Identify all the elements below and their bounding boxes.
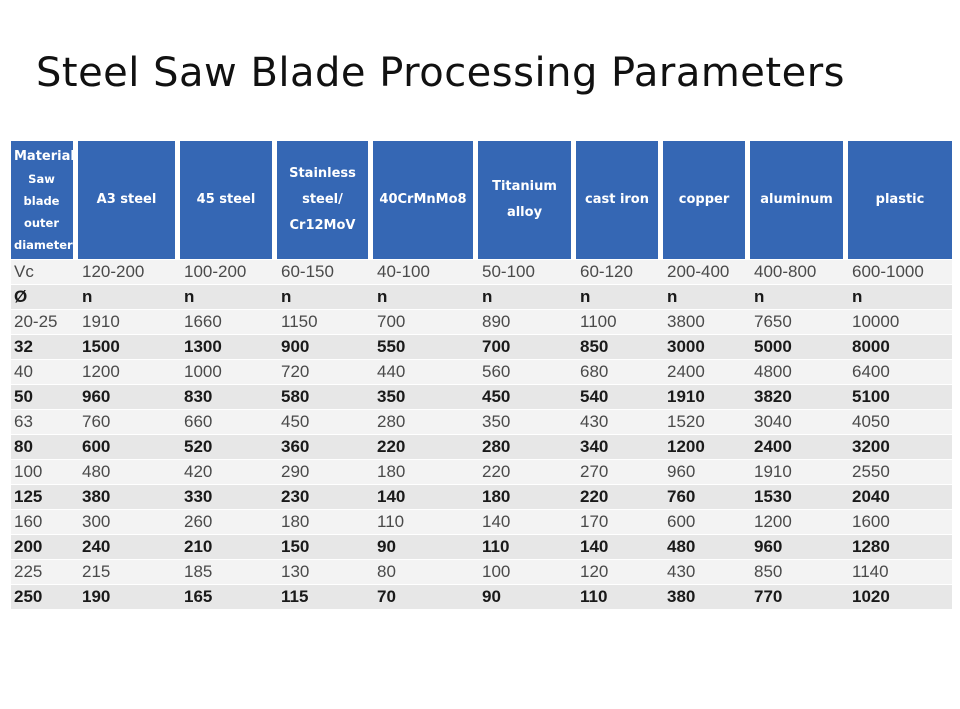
table-cell: 3000: [663, 334, 750, 359]
table-row: [11, 584, 952, 609]
row-label-cell: 160: [11, 509, 78, 534]
table-cell: 2550: [848, 459, 952, 484]
table-cell: 330: [180, 484, 277, 509]
table-cell: 1910: [78, 309, 180, 334]
table-row: [11, 409, 952, 434]
table-cell: 680: [576, 359, 663, 384]
table-cell: 290: [277, 459, 373, 484]
table-cell: 830: [180, 384, 277, 409]
table-cell: 1150: [277, 309, 373, 334]
table-cell: 1530: [750, 484, 848, 509]
table-cell: 380: [663, 584, 750, 609]
header-40crmnmo8: 40CrMnMo8: [373, 141, 478, 259]
table-cell: 150: [277, 534, 373, 559]
table-cell: 120-200: [78, 259, 180, 284]
table-cell: 890: [478, 309, 576, 334]
header-saw-blade-label: Saw blade: [23, 171, 60, 208]
table-cell: n: [373, 284, 478, 309]
table-cell: 40-100: [373, 259, 478, 284]
table-cell: 60-150: [277, 259, 373, 284]
table-cell: 480: [663, 534, 750, 559]
table-cell: 80: [373, 559, 478, 584]
table-cell: 600: [663, 509, 750, 534]
table-cell: 220: [576, 484, 663, 509]
table-cell: 70: [373, 584, 478, 609]
table-cell: 360: [277, 434, 373, 459]
table-cell: 120: [576, 559, 663, 584]
table-cell: 660: [180, 409, 277, 434]
table-cell: 520: [180, 434, 277, 459]
row-label-cell: 32: [11, 334, 78, 359]
table-cell: 1200: [663, 434, 750, 459]
table-cell: 960: [750, 534, 848, 559]
header-copper: copper: [663, 141, 750, 259]
table-cell: 140: [373, 484, 478, 509]
header-a3-steel: A3 steel: [78, 141, 180, 259]
table-row: [11, 534, 952, 559]
table-cell: 5100: [848, 384, 952, 409]
table-cell: n: [750, 284, 848, 309]
table-cell: n: [277, 284, 373, 309]
row-label-cell: 200: [11, 534, 78, 559]
table-cell: 480: [78, 459, 180, 484]
table-cell: 50-100: [478, 259, 576, 284]
row-label-cell: 100: [11, 459, 78, 484]
header-cast-iron: cast iron: [576, 141, 663, 259]
table-cell: 1910: [750, 459, 848, 484]
table-cell: 1100: [576, 309, 663, 334]
table-cell: 1300: [180, 334, 277, 359]
table-cell: 115: [277, 584, 373, 609]
table-cell: 110: [478, 534, 576, 559]
table-cell: 2400: [750, 434, 848, 459]
table-cell: 380: [78, 484, 180, 509]
table-cell: 60-120: [576, 259, 663, 284]
table-cell: 720: [277, 359, 373, 384]
table-cell: 270: [576, 459, 663, 484]
table-cell: 1520: [663, 409, 750, 434]
table-row: [11, 309, 952, 334]
table-cell: 240: [78, 534, 180, 559]
table-cell: 580: [277, 384, 373, 409]
table-cell: 260: [180, 509, 277, 534]
table-row: [11, 284, 952, 309]
header-outer-label: outer: [23, 215, 60, 230]
table-cell: 560: [478, 359, 576, 384]
row-label-cell: 225: [11, 559, 78, 584]
table-cell: 1200: [750, 509, 848, 534]
table-row: [11, 559, 952, 584]
table-cell: 760: [78, 409, 180, 434]
row-label-cell: 125: [11, 484, 78, 509]
table-cell: 90: [373, 534, 478, 559]
table-cell: 760: [663, 484, 750, 509]
row-label-cell: Vc: [11, 259, 78, 284]
table-cell: 450: [478, 384, 576, 409]
table-cell: 450: [277, 409, 373, 434]
table-cell: 200-400: [663, 259, 750, 284]
table-cell: 7650: [750, 309, 848, 334]
row-label-cell: Ø: [11, 284, 78, 309]
table-cell: 350: [373, 384, 478, 409]
table-cell: 140: [576, 534, 663, 559]
table-cell: 180: [373, 459, 478, 484]
header-aluminum: aluminum: [750, 141, 848, 259]
table-cell: n: [576, 284, 663, 309]
table-cell: 770: [750, 584, 848, 609]
table-row: [11, 434, 952, 459]
table-cell: 300: [78, 509, 180, 534]
page-title: Steel Saw Blade Processing Parameters: [36, 50, 845, 96]
table-row: [11, 259, 952, 284]
table-cell: 3200: [848, 434, 952, 459]
table-cell: 220: [478, 459, 576, 484]
table-cell: 10000: [848, 309, 952, 334]
row-label-cell: 40: [11, 359, 78, 384]
table-cell: 185: [180, 559, 277, 584]
table-cell: 210: [180, 534, 277, 559]
table-cell: 430: [576, 409, 663, 434]
table-cell: 220: [373, 434, 478, 459]
header-45-steel: 45 steel: [180, 141, 277, 259]
table-cell: n: [848, 284, 952, 309]
table-cell: 960: [663, 459, 750, 484]
table-cell: 430: [663, 559, 750, 584]
table-cell: 900: [277, 334, 373, 359]
row-label-cell: 20-25: [11, 309, 78, 334]
table-row: [11, 484, 952, 509]
parameters-table: [11, 141, 952, 609]
table-cell: 700: [373, 309, 478, 334]
table-header-row: [11, 141, 952, 259]
table-cell: 180: [478, 484, 576, 509]
header-material-label: Material: [14, 148, 75, 164]
table-cell: 280: [478, 434, 576, 459]
table-row: [11, 384, 952, 409]
table-cell: 850: [750, 559, 848, 584]
header-titanium-alloy: Titanium alloy: [478, 141, 576, 259]
table-cell: n: [78, 284, 180, 309]
table-cell: 1020: [848, 584, 952, 609]
header-material-diameter: [11, 141, 78, 259]
table-cell: 1660: [180, 309, 277, 334]
table-row: [11, 459, 952, 484]
table-cell: 8000: [848, 334, 952, 359]
table-cell: 1910: [663, 384, 750, 409]
table-cell: 1280: [848, 534, 952, 559]
table-cell: 600: [78, 434, 180, 459]
table-cell: 960: [78, 384, 180, 409]
table-cell: 140: [478, 509, 576, 534]
table-cell: 215: [78, 559, 180, 584]
table-body: [11, 259, 952, 609]
row-label-cell: 80: [11, 434, 78, 459]
table-cell: 130: [277, 559, 373, 584]
row-label-cell: 250: [11, 584, 78, 609]
table-cell: 2040: [848, 484, 952, 509]
header-stainless-steel: Stainless steel/ Cr12MoV: [277, 141, 373, 259]
table-cell: 6400: [848, 359, 952, 384]
table-cell: 600-1000: [848, 259, 952, 284]
table-cell: 3800: [663, 309, 750, 334]
table-cell: 700: [478, 334, 576, 359]
table-cell: 180: [277, 509, 373, 534]
header-plastic: plastic: [848, 141, 952, 259]
table-cell: 110: [373, 509, 478, 534]
table-cell: 2400: [663, 359, 750, 384]
table-cell: 3040: [750, 409, 848, 434]
table-cell: 5000: [750, 334, 848, 359]
table-cell: 1000: [180, 359, 277, 384]
table-row: [11, 509, 952, 534]
table-cell: 100: [478, 559, 576, 584]
table-cell: 170: [576, 509, 663, 534]
table-cell: 100-200: [180, 259, 277, 284]
table-cell: n: [663, 284, 750, 309]
table-cell: 1500: [78, 334, 180, 359]
table-cell: 340: [576, 434, 663, 459]
table-cell: n: [180, 284, 277, 309]
table-cell: 440: [373, 359, 478, 384]
table-cell: 110: [576, 584, 663, 609]
table-cell: 400-800: [750, 259, 848, 284]
table-row: [11, 334, 952, 359]
table-cell: 1140: [848, 559, 952, 584]
table-cell: 4800: [750, 359, 848, 384]
table-cell: 165: [180, 584, 277, 609]
row-label-cell: 63: [11, 409, 78, 434]
table-cell: 350: [478, 409, 576, 434]
table-cell: 540: [576, 384, 663, 409]
table-row: [11, 359, 952, 384]
table-cell: n: [478, 284, 576, 309]
table-cell: 850: [576, 334, 663, 359]
row-label-cell: 50: [11, 384, 78, 409]
table-cell: 190: [78, 584, 180, 609]
table-cell: 1200: [78, 359, 180, 384]
header-diameter-label: diameter: [14, 237, 73, 252]
table-cell: 280: [373, 409, 478, 434]
table-cell: 550: [373, 334, 478, 359]
table-cell: 420: [180, 459, 277, 484]
table-cell: 90: [478, 584, 576, 609]
table-cell: 3820: [750, 384, 848, 409]
table-cell: 230: [277, 484, 373, 509]
table-cell: 4050: [848, 409, 952, 434]
table-cell: 1600: [848, 509, 952, 534]
